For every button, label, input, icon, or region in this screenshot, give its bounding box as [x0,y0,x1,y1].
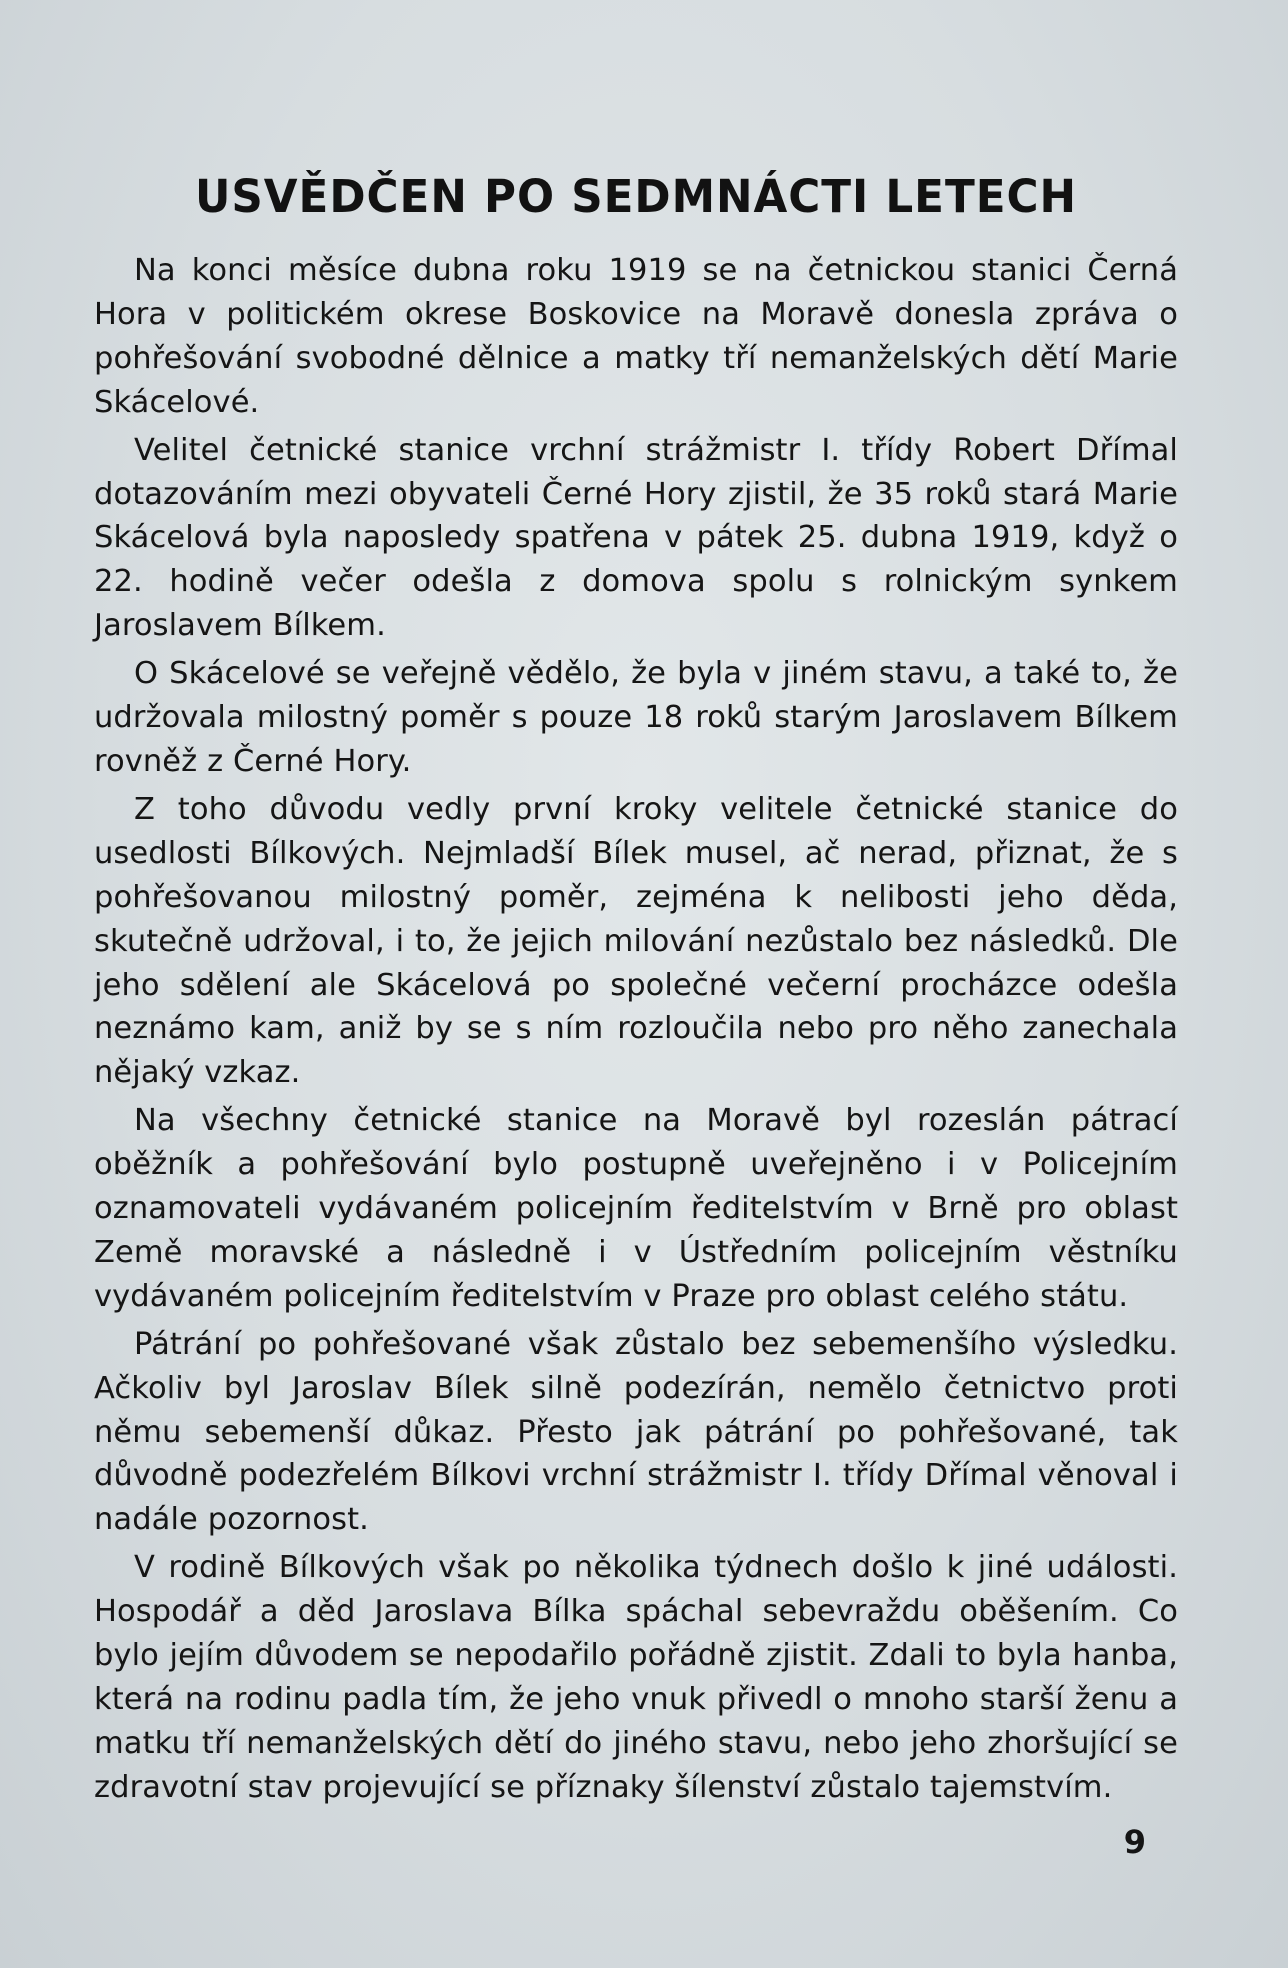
page-number: 9 [1123,1823,1146,1861]
paragraph: Na konci měsíce dubna roku 1919 se na četnickou stanici Černá Hora v politickém okrese Boskovice na Moravě donesla zpráva o pohřešování svobodné dělnice a matky tří nemanželských dětí Marie Skácelové. [94,253,1178,420]
paragraph: V rodině Bílkových však po několika týdnech došlo k jiné události. Hospodář a děd Jaroslava Bílka spáchal sebevraždu oběšením. Co bylo jejím důvodem se nepodařilo pořádně zjistit. Zdali to byla hanba, která na rodinu padla tím, že jeho vnuk přivedl o mnoho starší ženu a matku tří nemanželských dětí do jiného stavu, nebo jeho zhoršující se zdravotní stav projevující se příznaky šílenství zůstalo tajemstvím. [94,1550,1178,1805]
paragraph: Velitel četnické stanice vrchní strážmistr I. třídy Robert Dřímal dotazováním mezi obyvateli Černé Hory zjistil, že 35 roků stará Marie Skácelová byla naposledy spatřena v pátek 25. dubna 1919, když o 22. hodině večer odešla z domova spolu s rolnickým synkem Jaroslavem Bílkem. [94,432,1178,644]
chapter-title: USVĚDČEN PO SEDMNÁCTI LETECH [194,170,1078,223]
chapter-body [94,249,1178,1810]
paragraph: Na všechny četnické stanice na Moravě byl rozeslán pátrací oběžník a pohřešování bylo postupně uveřejněno i v Policejním oznamovateli vydávaném policejním ředitelstvím v Brně pro oblast Země moravské a následně i v Ústředním policejním věstníku vydávaném policejním ředitelstvím v Praze pro oblast celého státu. [94,1103,1178,1314]
paragraph: Pátrání po pohřešované však zůstalo bez sebemenšího výsledku. Ačkoliv byl Jaroslav Bílek silně podezírán, nemělo četnictvo proti němu sebemenší důkaz. Přesto jak pátrání po pohřešované, tak důvodně podezřelém Bílkovi vrchní strážmistr I. třídy Dřímal věnoval i nadále pozornost. [94,1326,1178,1538]
paragraph: O Skácelové se veřejně vědělo, že byla v jiném stavu, a také to, že udržovala milostný poměr s pouze 18 roků starým Jaroslavem Bílkem rovněž z Černé Hory. [94,656,1178,779]
book-page [94,170,1178,1810]
paragraph: Z toho důvodu vedly první kroky velitele četnické stanice do usedlosti Bílkových. Nejmladší Bílek musel, ač nerad, přiznat, že s pohřešovanou milostný poměr, zejména k nelibosti jeho děda, skutečně udržoval, i to, že jejich milování nezůstalo bez následků. Dle jeho sdělení ale Skácelová po společné večerní procházce odešla neznámo kam, aniž by se s ním rozloučila nebo pro něho zanechala nějaký vzkaz. [94,791,1178,1091]
